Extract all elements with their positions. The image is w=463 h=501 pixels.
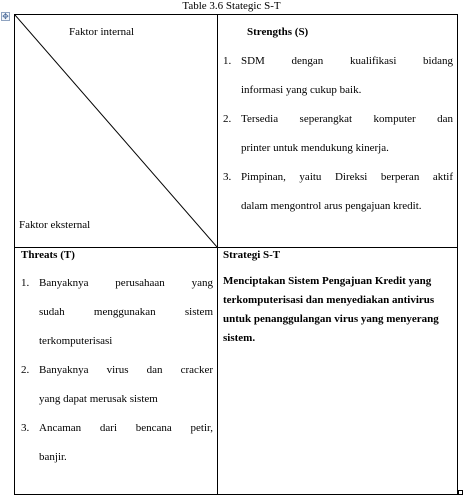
threats-heading: Threats (T)	[21, 249, 75, 261]
table-resize-handle[interactable]	[458, 490, 463, 495]
list-item: 2. Banyaknya virus dan cracker yang dapat merusak sistem	[21, 364, 213, 405]
strategy-heading: Strategi S-T	[223, 249, 281, 261]
list-item: 2. Tersedia seperangkat komputer dan printer untuk mendukung kinerja.	[223, 113, 453, 154]
list-item: 1. Banyaknya perusahaan yang sudah menggunakan sistem terkomputerisasi	[21, 277, 213, 347]
list-item: 3. Pimpinan, yaitu Direksi berperan aktif dalam mengontrol arus pengajuan kredit.	[223, 171, 453, 212]
list-item: 1. SDM dengan kualifikasi bidang informasi yang cukup baik.	[223, 55, 453, 96]
diagonal-divider	[15, 15, 217, 247]
list-item: 3. Ancaman dari bencana petir, banjir.	[21, 422, 213, 463]
swot-table	[14, 14, 458, 495]
external-factor-label: Faktor eksternal	[19, 219, 91, 231]
strengths-heading: Strengths (S)	[247, 26, 309, 38]
threats-list	[19, 269, 213, 472]
strengths-list	[221, 47, 453, 221]
internal-factor-label: Faktor internal	[69, 26, 135, 38]
table-move-handle-icon[interactable]: ✥	[2, 12, 9, 21]
table-caption: Table 3.6 Stategic S-T	[182, 0, 281, 12]
column-divider	[217, 15, 218, 494]
strategy-text: Menciptakan Sistem Pengajuan Kredit yang terkomputerisasi dan menyediakan antivirus untuk penanggulangan virus yang menyerang sistem.	[223, 275, 439, 344]
